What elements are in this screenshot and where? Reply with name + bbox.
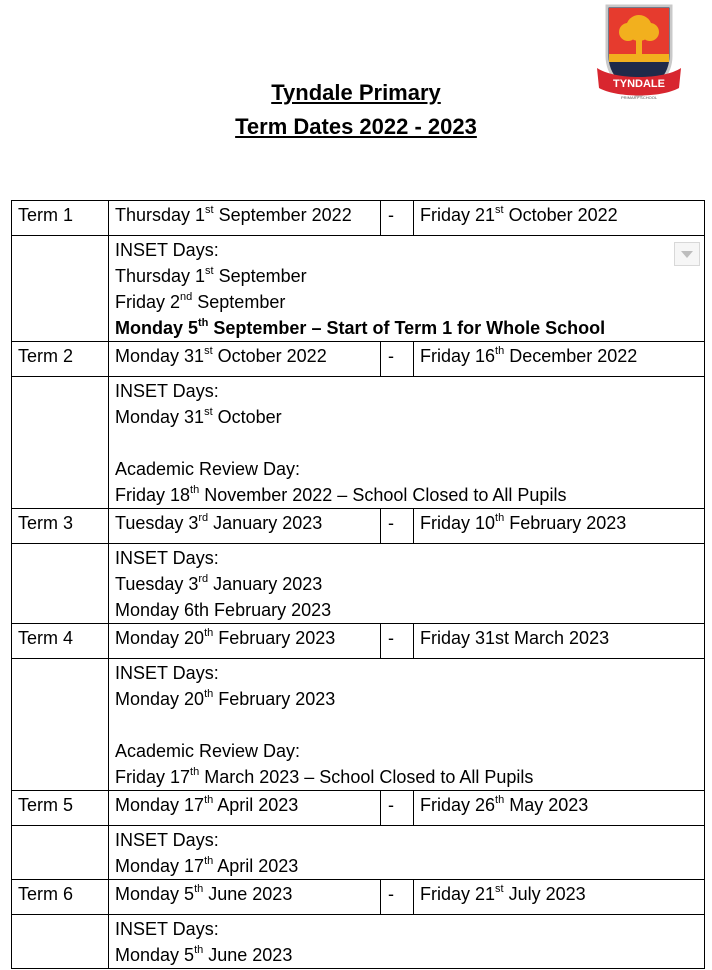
date-separator: - xyxy=(381,342,414,377)
note-line: INSET Days: xyxy=(115,240,219,260)
chevron-down-icon[interactable] xyxy=(674,242,700,266)
note-line: INSET Days: xyxy=(115,919,219,939)
note-date-line: Monday 17th April 2023 xyxy=(115,855,299,876)
term-row xyxy=(12,201,705,236)
term-dates-table xyxy=(11,200,705,969)
term-end-date: Friday 10th February 2023 xyxy=(414,509,705,544)
note-date-line: Thursday 1st September xyxy=(115,265,307,286)
term-row xyxy=(12,624,705,659)
term-start-date: Monday 20th February 2023 xyxy=(109,624,381,659)
empty-cell xyxy=(12,826,109,880)
date-separator: - xyxy=(381,201,414,236)
term-notes-row xyxy=(12,377,705,509)
note-date-line: Monday 20th February 2023 xyxy=(115,688,336,709)
term-notes xyxy=(109,236,705,342)
date-separator: - xyxy=(381,791,414,826)
note-date-line: Monday 31st October xyxy=(115,406,282,427)
term-row xyxy=(12,791,705,826)
logo-banner-text: TYNDALE xyxy=(613,78,665,90)
empty-cell xyxy=(12,377,109,509)
note-line: INSET Days: xyxy=(115,663,219,683)
term-row xyxy=(12,509,705,544)
note-date-line: Friday 17th March 2023 – School Closed to All Pupils xyxy=(115,766,534,787)
term-name: Term 4 xyxy=(12,624,109,659)
term-end-date: Friday 21st October 2022 xyxy=(414,201,705,236)
term-name: Term 2 xyxy=(12,342,109,377)
page-subtitle: Term Dates 2022 - 2023 xyxy=(235,114,477,139)
spacer xyxy=(115,430,698,456)
empty-cell xyxy=(12,236,109,342)
empty-cell xyxy=(12,659,109,791)
term-name: Term 5 xyxy=(12,791,109,826)
note-date-line: Friday 18th November 2022 – School Closed to All Pupils xyxy=(115,484,567,505)
spacer xyxy=(115,712,698,738)
note-line: Academic Review Day: xyxy=(115,741,301,761)
term-notes-row xyxy=(12,659,705,791)
date-separator: - xyxy=(381,624,414,659)
term-end-date: Friday 16th December 2022 xyxy=(414,342,705,377)
note-line: INSET Days: xyxy=(115,830,219,850)
term-notes-row xyxy=(12,826,705,880)
term-notes xyxy=(109,377,705,509)
date-separator: - xyxy=(381,880,414,915)
note-line: INSET Days: xyxy=(115,548,219,568)
term-start-date: Monday 17th April 2023 xyxy=(109,791,381,826)
term-start-date: Monday 5th June 2023 xyxy=(109,880,381,915)
term-name: Term 3 xyxy=(12,509,109,544)
term-notes xyxy=(109,544,705,624)
term-notes xyxy=(109,826,705,880)
note-line: Academic Review Day: xyxy=(115,459,301,479)
term-notes-row xyxy=(12,915,705,969)
note-date-line: Friday 2nd September xyxy=(115,291,286,312)
note-line: Monday 6th February 2023 xyxy=(115,600,332,620)
note-date-line: Tuesday 3rd January 2023 xyxy=(115,573,323,594)
term-start-date: Monday 31st October 2022 xyxy=(109,342,381,377)
note-date-line: Monday 5th June 2023 xyxy=(115,944,293,965)
term-row xyxy=(12,880,705,915)
term-end-date: Friday 26th May 2023 xyxy=(414,791,705,826)
term-end-date: Friday 21st July 2023 xyxy=(414,880,705,915)
page-title: Tyndale Primary xyxy=(271,80,441,105)
term-notes xyxy=(109,659,705,791)
note-date-line: Monday 5th September – Start of Term 1 for Whole School xyxy=(115,317,606,338)
term-start-date: Tuesday 3rd January 2023 xyxy=(109,509,381,544)
empty-cell xyxy=(12,915,109,969)
term-notes-row xyxy=(12,544,705,624)
empty-cell xyxy=(12,544,109,624)
term-name: Term 6 xyxy=(12,880,109,915)
term-row xyxy=(12,342,705,377)
note-line: INSET Days: xyxy=(115,381,219,401)
date-separator: - xyxy=(381,509,414,544)
term-name: Term 1 xyxy=(12,201,109,236)
term-notes xyxy=(109,915,705,969)
logo-motto-text: PRIMARY SCHOOL xyxy=(620,95,658,100)
term-end-date: Friday 31st March 2023 xyxy=(414,624,705,659)
term-start-date: Thursday 1st September 2022 xyxy=(109,201,381,236)
term-notes-row xyxy=(12,236,705,342)
